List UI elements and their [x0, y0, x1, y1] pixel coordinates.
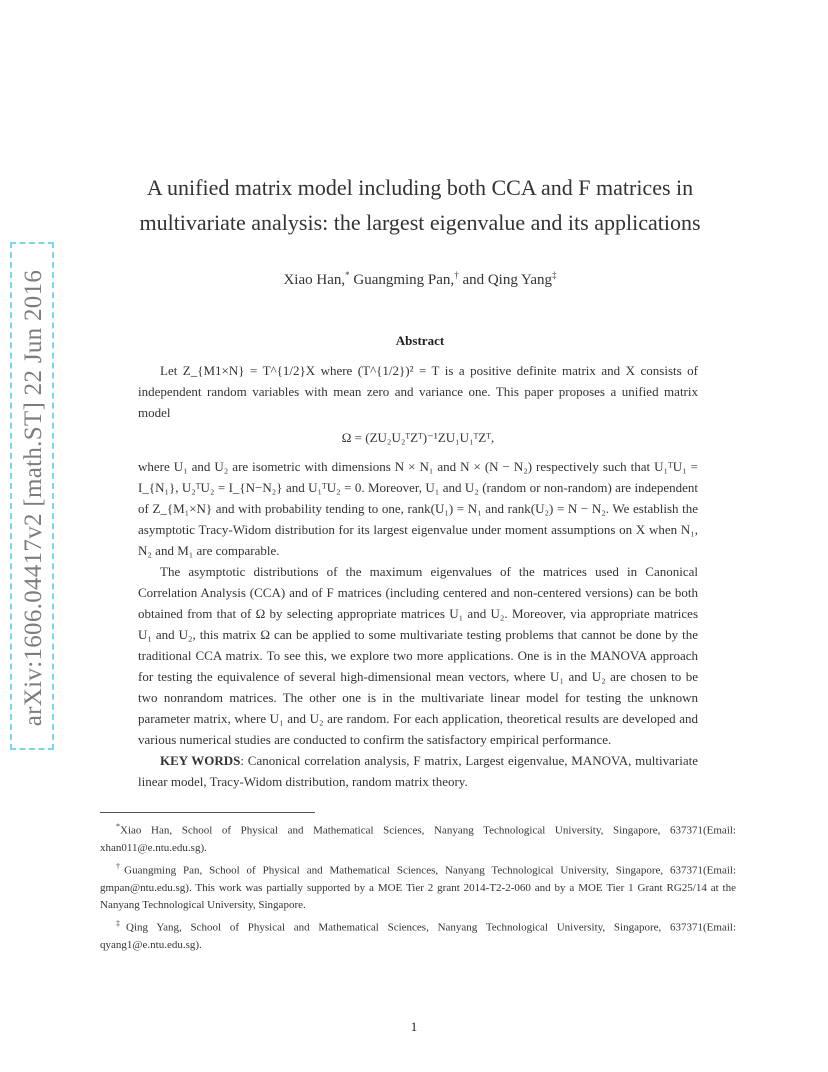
footnote-text: Guangming Pan, School of Physical and Mathematical Sciences, Nanyang Technological University, Singapore, 637371(Email: gmpan@ntu.edu.sg). This work was partially supported by a MOE Tier 2 grant 2014-T2-2-060 and by a MOE Tier 1 Grant RG25/14 at the Nanyang Technological University, Singapore. — [100, 864, 737, 912]
page-number: 1 — [410, 1019, 418, 1034]
keywords — [138, 750, 698, 792]
abstract-body — [138, 360, 698, 792]
keywords-text: : Canonical correlation analysis, F matrix, Largest eigenvalue, MANOVA, multivariate linear model, Tracy-Widom distribution, random matrix theory. — [138, 753, 698, 789]
footnote-text: Qing Yang, School of Physical and Mathematical Sciences, Nanyang Technological University, Singapore, 637371(Email: qyang1@e.ntu.edu.sg). — [100, 921, 737, 951]
arxiv-identifier: arXiv:1606.04417v2 [math.ST] 22 Jun 2016 — [20, 269, 47, 727]
footnotes — [100, 818, 736, 954]
footnote — [100, 915, 736, 955]
title-line-1: A unified matrix model including both CCA and F matrices in — [146, 175, 694, 200]
abstract-paragraph: where U₁ and U₂ are isometric with dimensions N × N₁ and N × (N − N₂) respectively such that U₁ᵀU₁ = I_{N₁}, U₂ᵀU₂ = I_{N−N₂} and U₁ᵀU₂ = 0. Moreover, U₁ and U₂ (random or non-random) are independent of Z_{M₁×N} and with probability tending to one, rank(U₁) = N₁ and rank(U₂) = N − N₂. We establish the asymptotic Tracy-Widom distribution for its largest eigenvalue under moment assumptions on X when N₁, N₂ and M₁ are comparable. — [138, 459, 698, 558]
footnote-mark: ‡ — [552, 270, 557, 280]
footnote — [100, 858, 736, 915]
author-name: Guangming Pan, — [349, 272, 455, 288]
footnote-text: Xiao Han, School of Physical and Mathematical Sciences, Nanyang Technological University, Singapore, 637371(Email: xhan011@e.ntu.edu.sg). — [100, 824, 736, 855]
footnote — [100, 818, 736, 858]
abstract-paragraph: Let Z_{M1×N} = T^{1/2}X where (T^{1/2})² = T is a positive definite matrix and X consists of independent random variables with mean zero and variance one. This paper proposes a unified matrix model — [138, 363, 698, 420]
footnote-mark: † — [454, 270, 459, 280]
footnote-mark: ‡ — [116, 918, 126, 928]
footnote-rule — [100, 812, 315, 813]
footnote-mark: † — [116, 861, 125, 871]
author-list — [100, 270, 740, 289]
author-name: Xiao Han, — [283, 272, 346, 288]
footnote-mark: * — [116, 822, 120, 831]
author-name: and Qing Yang — [458, 272, 553, 288]
title-line-2: multivariate analysis: the largest eigenvalue and its applications — [139, 210, 701, 235]
abstract-paragraph: The asymptotic distributions of the maximum eigenvalues of the matrices used in Canonical Correlation Analysis (CCA) and of F matrices (including centered and non-centered versions) can be both obtained from that of Ω by selecting appropriate matrices U₁ and U₂. Moreover, via appropriate matrices U₁ and U₂, this matrix Ω can be applied to some multivariate testing problems that cannot be done by the traditional CCA matrix. To see this, we explore two more applications. One is in the MANOVA approach for testing the equivalence of several high-dimensional mean vectors, where U₁ and U₂ are chosen to be two nonrandom matrices. The other one is in the multivariate linear model for testing the unknown parameter matrix, where U₁ and U₂ are random. For each application, theoretical results are developed and various numerical studies are conducted to confirm the satisfactory empirical performance. — [138, 564, 698, 747]
keywords-label: KEY WORDS — [160, 753, 241, 768]
footnote-mark: * — [345, 270, 350, 280]
equation: Ω = (ZU₂U₂ᵀZᵀ)⁻¹ZU₁U₁ᵀZᵀ, — [341, 430, 495, 445]
paper-title — [100, 170, 740, 240]
abstract-heading: Abstract — [395, 333, 445, 348]
